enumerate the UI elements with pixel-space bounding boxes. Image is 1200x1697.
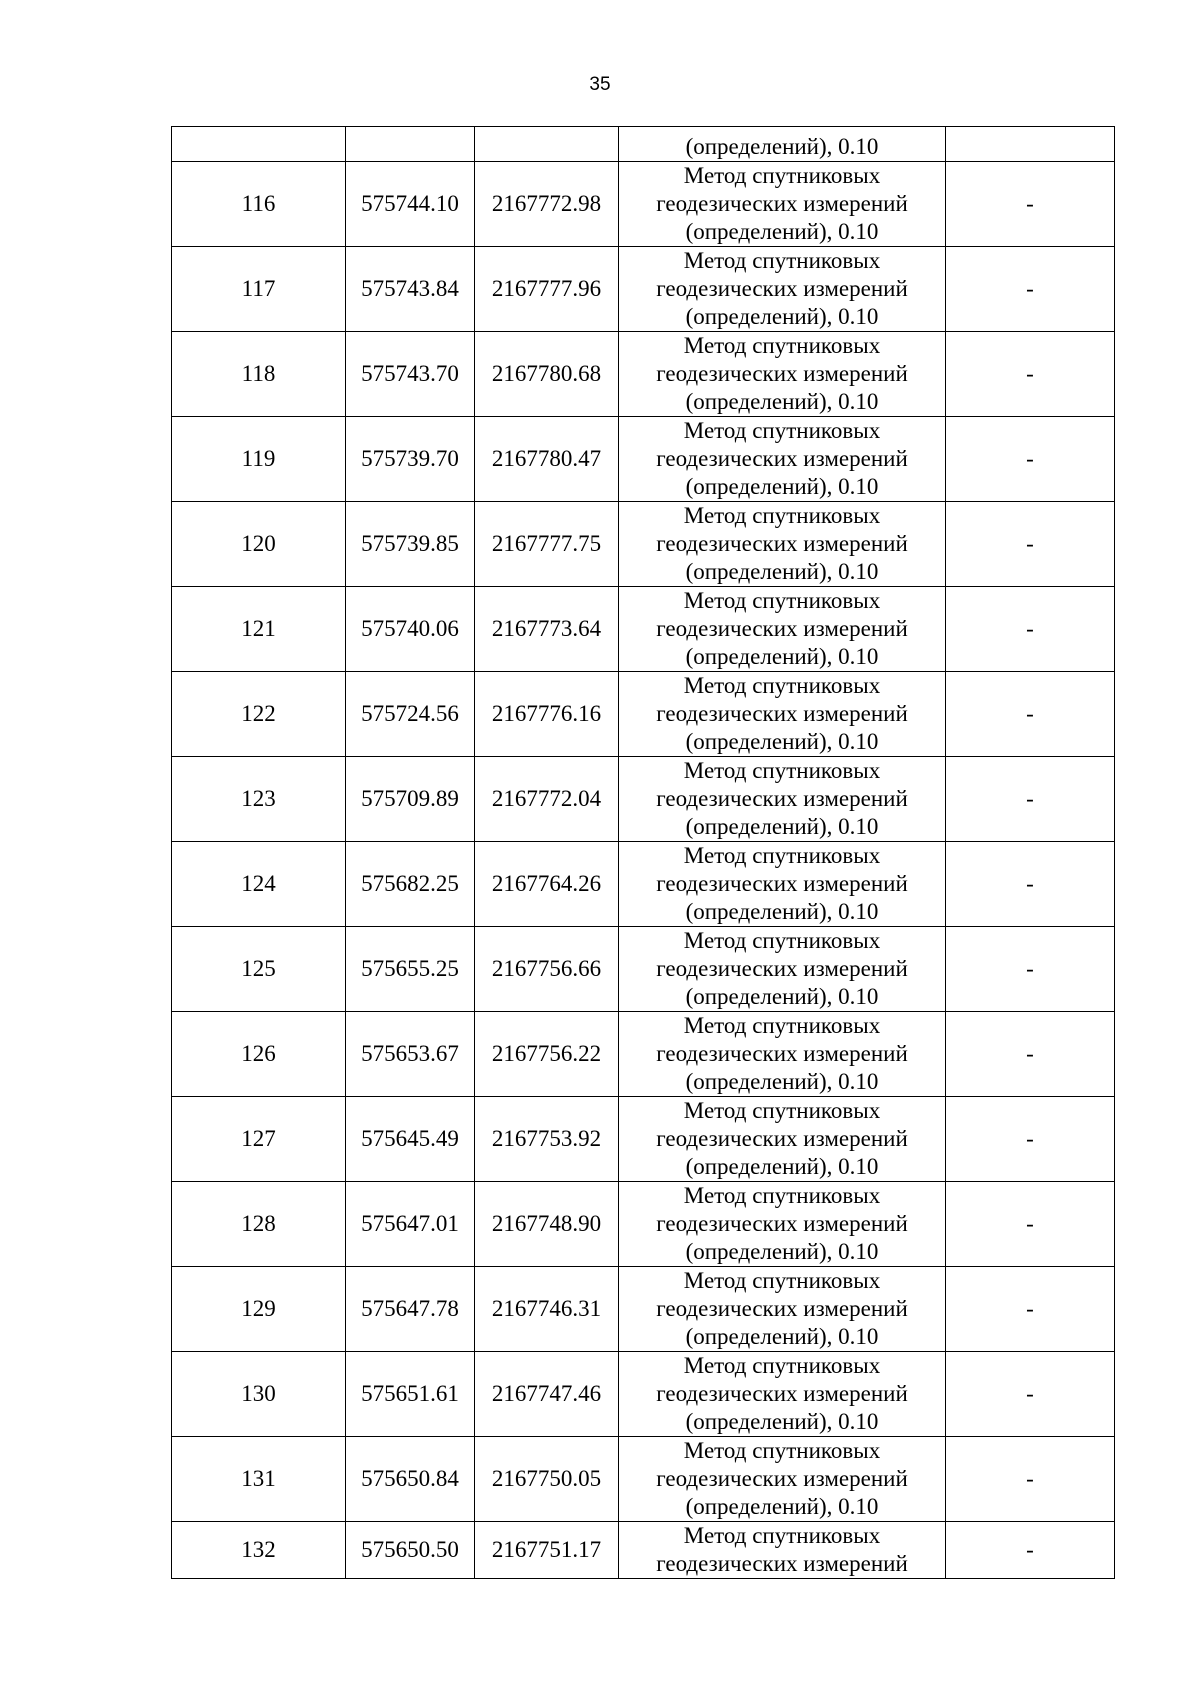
table-row	[172, 1097, 1115, 1182]
note-cell: -	[946, 927, 1115, 1012]
note-cell: -	[946, 162, 1115, 247]
method-line: геодезических измерений	[656, 1381, 908, 1406]
note-cell: -	[946, 1182, 1115, 1267]
y-coordinate-cell: 2167773.64	[475, 587, 619, 672]
x-coordinate-cell: 575682.25	[346, 842, 475, 927]
table-row	[172, 672, 1115, 757]
y-coordinate-cell: 2167772.04	[475, 757, 619, 842]
x-coordinate-cell: 575743.70	[346, 332, 475, 417]
note-cell: -	[946, 1012, 1115, 1097]
method-line: (определений), 0.10	[685, 644, 879, 669]
method-cell	[619, 757, 946, 842]
point-number-cell: 126	[172, 1012, 346, 1097]
method-line: геодезических измерений	[656, 446, 908, 471]
table-row	[172, 842, 1115, 927]
method-line: геодезических измерений	[656, 701, 908, 726]
x-coordinate-cell: 575724.56	[346, 672, 475, 757]
method-cell	[619, 1267, 946, 1352]
table-row	[172, 1182, 1115, 1267]
method-line: Метод спутниковых	[683, 163, 881, 188]
method-line: (определений), 0.10	[685, 559, 879, 584]
method-cell	[619, 417, 946, 502]
note-cell: -	[946, 1097, 1115, 1182]
y-coordinate-cell: 2167751.17	[475, 1522, 619, 1579]
method-cell	[619, 842, 946, 927]
method-cell	[619, 1182, 946, 1267]
point-number-cell: 118	[172, 332, 346, 417]
x-coordinate-cell: 575655.25	[346, 927, 475, 1012]
note-cell: -	[946, 247, 1115, 332]
x-coordinate-cell: 575651.61	[346, 1352, 475, 1437]
method-line: (определений), 0.10	[685, 1154, 879, 1179]
y-coordinate-cell: 2167777.96	[475, 247, 619, 332]
table-row	[172, 417, 1115, 502]
note-cell	[946, 127, 1115, 162]
method-line: геодезических измерений	[656, 956, 908, 981]
method-cell	[619, 162, 946, 247]
method-line: (определений), 0.10	[685, 474, 879, 499]
method-line: Метод спутниковых	[683, 503, 881, 528]
method-line: (определений), 0.10	[685, 899, 879, 924]
method-line: геодезических измерений	[656, 1041, 908, 1066]
page-number: 35	[589, 74, 611, 95]
method-line: (определений), 0.10	[685, 1069, 879, 1094]
note-cell: -	[946, 587, 1115, 672]
table-row	[172, 162, 1115, 247]
x-coordinate-cell: 575647.78	[346, 1267, 475, 1352]
method-cell	[619, 927, 946, 1012]
method-line: геодезических измерений	[656, 616, 908, 641]
method-line: Метод спутниковых	[683, 843, 881, 868]
x-coordinate-cell: 575647.01	[346, 1182, 475, 1267]
note-cell: -	[946, 417, 1115, 502]
method-line: (определений), 0.10	[685, 1239, 879, 1264]
method-line: Метод спутниковых	[683, 1268, 881, 1293]
y-coordinate-cell: 2167750.05	[475, 1437, 619, 1522]
method-line: Метод спутниковых	[683, 758, 881, 783]
y-coordinate-cell: 2167777.75	[475, 502, 619, 587]
method-line: (определений), 0.10	[685, 1324, 879, 1349]
table-row	[172, 1267, 1115, 1352]
method-line: геодезических измерений	[656, 1211, 908, 1236]
point-number-cell: 130	[172, 1352, 346, 1437]
y-coordinate-cell: 2167772.98	[475, 162, 619, 247]
method-line: геодезических измерений	[656, 871, 908, 896]
point-number-cell: 124	[172, 842, 346, 927]
y-coordinate-cell: 2167780.68	[475, 332, 619, 417]
method-line: геодезических измерений	[656, 1551, 908, 1576]
table-row	[172, 1522, 1115, 1579]
method-cell	[619, 1012, 946, 1097]
y-coordinate-cell: 2167746.31	[475, 1267, 619, 1352]
method-cell	[619, 332, 946, 417]
note-cell: -	[946, 332, 1115, 417]
method-line: (определений), 0.10	[685, 814, 879, 839]
method-cell	[619, 587, 946, 672]
point-number-cell: 131	[172, 1437, 346, 1522]
method-line: геодезических измерений	[656, 786, 908, 811]
point-number-cell: 123	[172, 757, 346, 842]
table-row	[172, 1352, 1115, 1437]
method-line: (определений), 0.10	[685, 984, 879, 1009]
x-coordinate-cell: 575740.06	[346, 587, 475, 672]
point-number-cell: 121	[172, 587, 346, 672]
method-line: Метод спутниковых	[683, 588, 881, 613]
method-line: геодезических измерений	[656, 1126, 908, 1151]
method-line: (определений), 0.10	[685, 1494, 879, 1519]
table-row	[172, 1012, 1115, 1097]
method-line: Метод спутниковых	[683, 333, 881, 358]
method-line: Метод спутниковых	[683, 1353, 881, 1378]
method-line: (определений), 0.10	[685, 219, 879, 244]
y-coordinate-cell: 2167748.90	[475, 1182, 619, 1267]
table-row	[172, 927, 1115, 1012]
coordinates-table-body	[172, 127, 1115, 1579]
method-cell	[619, 127, 946, 162]
method-line: (определений), 0.10	[685, 134, 879, 159]
table-row	[172, 1437, 1115, 1522]
method-line: геодезических измерений	[656, 276, 908, 301]
method-line: Метод спутниковых	[683, 418, 881, 443]
table-row	[172, 247, 1115, 332]
point-number-cell: 129	[172, 1267, 346, 1352]
x-coordinate-cell: 575650.50	[346, 1522, 475, 1579]
coordinates-table	[171, 126, 1115, 1579]
method-line: Метод спутниковых	[683, 673, 881, 698]
y-coordinate-cell	[475, 127, 619, 162]
method-line: геодезических измерений	[656, 191, 908, 216]
x-coordinate-cell: 575739.70	[346, 417, 475, 502]
method-line: геодезических измерений	[656, 531, 908, 556]
note-cell: -	[946, 672, 1115, 757]
method-line: (определений), 0.10	[685, 304, 879, 329]
y-coordinate-cell: 2167780.47	[475, 417, 619, 502]
x-coordinate-cell: 575645.49	[346, 1097, 475, 1182]
method-line: геодезических измерений	[656, 1466, 908, 1491]
note-cell: -	[946, 842, 1115, 927]
method-line: (определений), 0.10	[685, 729, 879, 754]
point-number-cell: 125	[172, 927, 346, 1012]
point-number-cell: 116	[172, 162, 346, 247]
note-cell: -	[946, 1267, 1115, 1352]
x-coordinate-cell: 575743.84	[346, 247, 475, 332]
method-line: Метод спутниковых	[683, 248, 881, 273]
x-coordinate-cell: 575653.67	[346, 1012, 475, 1097]
method-line: геодезических измерений	[656, 361, 908, 386]
point-number-cell: 132	[172, 1522, 346, 1579]
x-coordinate-cell: 575650.84	[346, 1437, 475, 1522]
method-line: Метод спутниковых	[683, 1438, 881, 1463]
method-cell	[619, 502, 946, 587]
x-coordinate-cell	[346, 127, 475, 162]
point-number-cell: 122	[172, 672, 346, 757]
point-number-cell: 128	[172, 1182, 346, 1267]
method-cell	[619, 1437, 946, 1522]
point-number-cell: 119	[172, 417, 346, 502]
x-coordinate-cell: 575709.89	[346, 757, 475, 842]
table-row	[172, 502, 1115, 587]
continued-row	[172, 127, 1115, 162]
point-number-cell: 117	[172, 247, 346, 332]
note-cell: -	[946, 1352, 1115, 1437]
y-coordinate-cell: 2167753.92	[475, 1097, 619, 1182]
method-line: Метод спутниковых	[683, 1013, 881, 1038]
y-coordinate-cell: 2167756.66	[475, 927, 619, 1012]
method-line: (определений), 0.10	[685, 389, 879, 414]
method-cell	[619, 247, 946, 332]
table-row	[172, 587, 1115, 672]
point-number-cell: 127	[172, 1097, 346, 1182]
method-line: Метод спутниковых	[683, 1183, 881, 1208]
y-coordinate-cell: 2167747.46	[475, 1352, 619, 1437]
method-cell	[619, 672, 946, 757]
method-line: Метод спутниковых	[683, 1098, 881, 1123]
method-cell	[619, 1522, 946, 1579]
method-line: (определений), 0.10	[685, 1409, 879, 1434]
y-coordinate-cell: 2167756.22	[475, 1012, 619, 1097]
method-line: геодезических измерений	[656, 1296, 908, 1321]
method-line: Метод спутниковых	[683, 1523, 881, 1548]
method-cell	[619, 1097, 946, 1182]
note-cell: -	[946, 1437, 1115, 1522]
y-coordinate-cell: 2167764.26	[475, 842, 619, 927]
note-cell: -	[946, 1522, 1115, 1579]
method-cell	[619, 1352, 946, 1437]
table-row	[172, 332, 1115, 417]
point-number-cell	[172, 127, 346, 162]
table-row	[172, 757, 1115, 842]
x-coordinate-cell: 575744.10	[346, 162, 475, 247]
x-coordinate-cell: 575739.85	[346, 502, 475, 587]
y-coordinate-cell: 2167776.16	[475, 672, 619, 757]
note-cell: -	[946, 757, 1115, 842]
point-number-cell: 120	[172, 502, 346, 587]
method-line: Метод спутниковых	[683, 928, 881, 953]
note-cell: -	[946, 502, 1115, 587]
